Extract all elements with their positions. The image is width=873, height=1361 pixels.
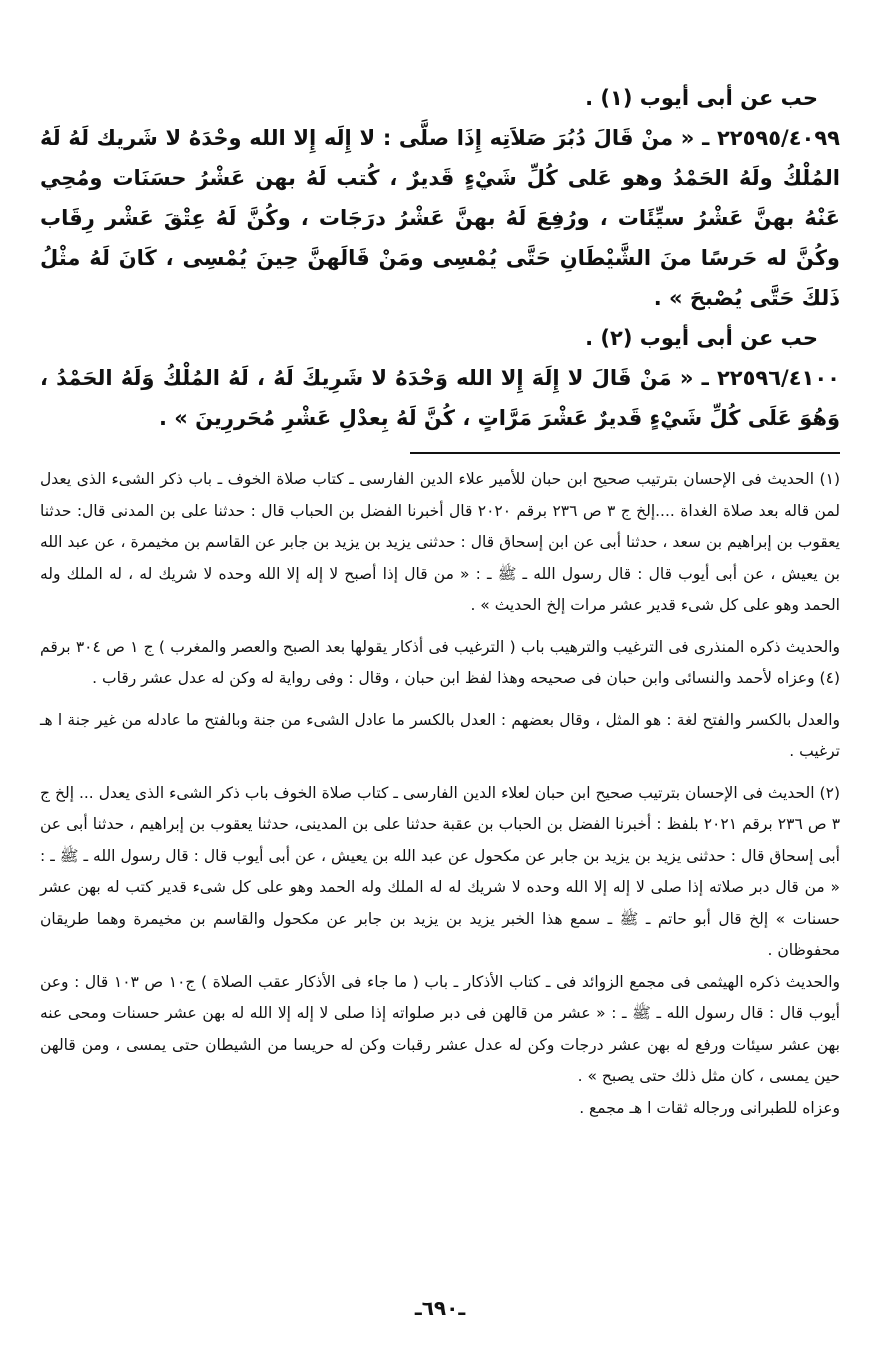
footnote-1-paragraph-2: والحديث ذكره المنذرى فى الترغيب والترهيب باب ( الترغيب فى أذكار يقولها بعد الصبح والعصر والمغرب ) ج ١ ص ٣٠٤ برقم (٤) وعزاه لأحمد والنسائى وابن حبان فى صحيحه وهذا لفظ ابن حبان ، وقال : وفى رواية له وكن له عدل عشر رقاب . (40, 637, 840, 687)
page-number: ـ٦٩٠ـ (414, 1296, 466, 1320)
footnote-2-paragraph-1: (٢) الحديث فى الإحسان بترتيب صحيح ابن حبان لعلاء الدين الفارسى ـ كتاب صلاة الخوف باب ذكر الشىء الذى يعدل ... إلخ ج ٣ ص ٢٣٦ برقم ٢٠٢١ بلفظ : أخبرنا الفضل بن الحباب بن عقبة حدثنا على بن المدينى، حدثنا يعقوب بن إبراهيم ، حدثنا أبى عن أبى إسحاق قال : حدثنى يزيد بن يزيد بن جابر عن مكحول عن عبد الله بن يعيش ، عن أبى أيوب قال : قال رسول الله ـ ﷺ ـ : « من قال دبر صلاته إذا صلى لا إله إلا الله وحده لا شريك له له الملك وله الحمد وهو على كل شىء قدير كتب له بهن عشر حسنات » إلخ قال أبو حاتم ـ ﷺ ـ سمع هذا الخبر يزيد بن يزيد بن جابر عن مكحول والقاسم بن مخيمرة وهما طريقان محفوظان . (40, 783, 841, 959)
footnotes (40, 464, 840, 1124)
footnote-2-paragraph-3: وعزاه للطبرانى ورجاله ثقات ا هـ مجمع . (579, 1098, 840, 1117)
source-line-2: حب عن أبى أيوب (٢) . (585, 326, 818, 350)
hadith-4099: ٢٢٥٩٥/٤٠٩٩ ـ « منْ قَالَ دُبُرَ صَلاَتِه إِذَا صلَّى : لا إِلَه إِلا الله وحْدَهُ لا شَريك لَهُ لَهُ المُلْكُ ولَهُ الحَمْدُ وهو عَلى كُلِّ شَيْءٍ قَديرٌ ، كُتب لَهُ بهن عَشْرُ حسَنَات ومُحِي عَنْهُ بهنَّ عَشْرُ سيِّئَات ، ورُفِعَ لَهُ بهنَّ عَشْرُ درَجَات ، وكُنَّ لَهُ عِتْقَ عَشْر رِقَاب وكُنَّ له حَرسًا منَ الشَّيْطَانِ حَتَّى يُمْسِى ومَنْ قَالَهنَّ حِينَ يُمْسِى ، كَانَ لَهُ مثْلُ ذَلكَ حَتَّى يُصْبحَ » . (40, 126, 840, 310)
footnote-separator (410, 452, 840, 454)
source-line-1: حب عن أبى أيوب (١) . (585, 86, 818, 110)
main-text (40, 78, 840, 438)
footnote-2-paragraph-2: والحديث ذكره الهيثمى فى مجمع الزوائد فى ـ كتاب الأذكار ـ باب ( ما جاء فى الأذكار عقب الصلاة ) ج١٠ ص ١٠٣ قال : وعن أيوب قال : قال رسول الله ـ ﷺ ـ : « عشر من قالهن فى دبر صلواته إذا صلى لا إله إلا الله له بهن عشر حسنات ومحى عنه بهن عشر سيئات ورفع له بهن عشر درجات وكن له عدل عشر رقبات وكن له حريسا من الشيطان حتى يمسى ، ومن قالهن حين يمسى ، كان مثل ذلك حتى يصبح » . (40, 972, 840, 1085)
footnote-1-paragraph-3: والعدل بالكسر والفتح لغة : هو المثل ، وقال بعضهم : العدل بالكسر ما عادل الشىء من جنة وبالفتح ما عادله من غير جنة ا هـ ترغيب . (40, 710, 840, 760)
book-page (40, 78, 840, 1338)
hadith-4100: ٢٢٥٩٦/٤١٠٠ ـ « مَنْ قَالَ لا إِلَهَ إِلا الله وَحْدَهُ لا شَرِيكَ لَهُ ، لَهُ المُلْكُ وَلَهُ الحَمْدُ ، وَهُوَ عَلَى كُلِّ شَيْءٍ قَديرٌ عَشْرَ مَرَّاتٍ ، كُنَّ لَهُ بِعدْلِ عَشْرِ مُحَررِينَ » . (40, 366, 840, 430)
footnote-1-paragraph-1: (١) الحديث فى الإحسان بترتيب صحيح ابن حبان للأمير علاء الدين الفارسى ـ كتاب صلاة الخوف ـ باب ذكر الشىء الذى يعدل لمن قاله بعد صلاة الغداة ....إلخ ج ٣ ص ٢٣٦ برقم ٢٠٢٠ قال أخبرنا الفضل بن الحباب قال : حدثنا على بن المدنى قال: حدثنا يعقوب بن إبراهيم بن سعد ، حدثنا أبى عن ابن إسحاق قال : حدثنى يزيد بن يزيد بن جابر عن القاسم بن مخيمرة ، عن عبد الله بن يعيش ، عن أبى أيوب قال : قال رسول الله ـ ﷺ ـ : « من قال إذا أصبح لا إله إلا الله وحده لا شريك له ، له الملك وله الحمد وهو على كل شىء قدير عشر مرات إلخ الحديث » . (40, 470, 840, 614)
